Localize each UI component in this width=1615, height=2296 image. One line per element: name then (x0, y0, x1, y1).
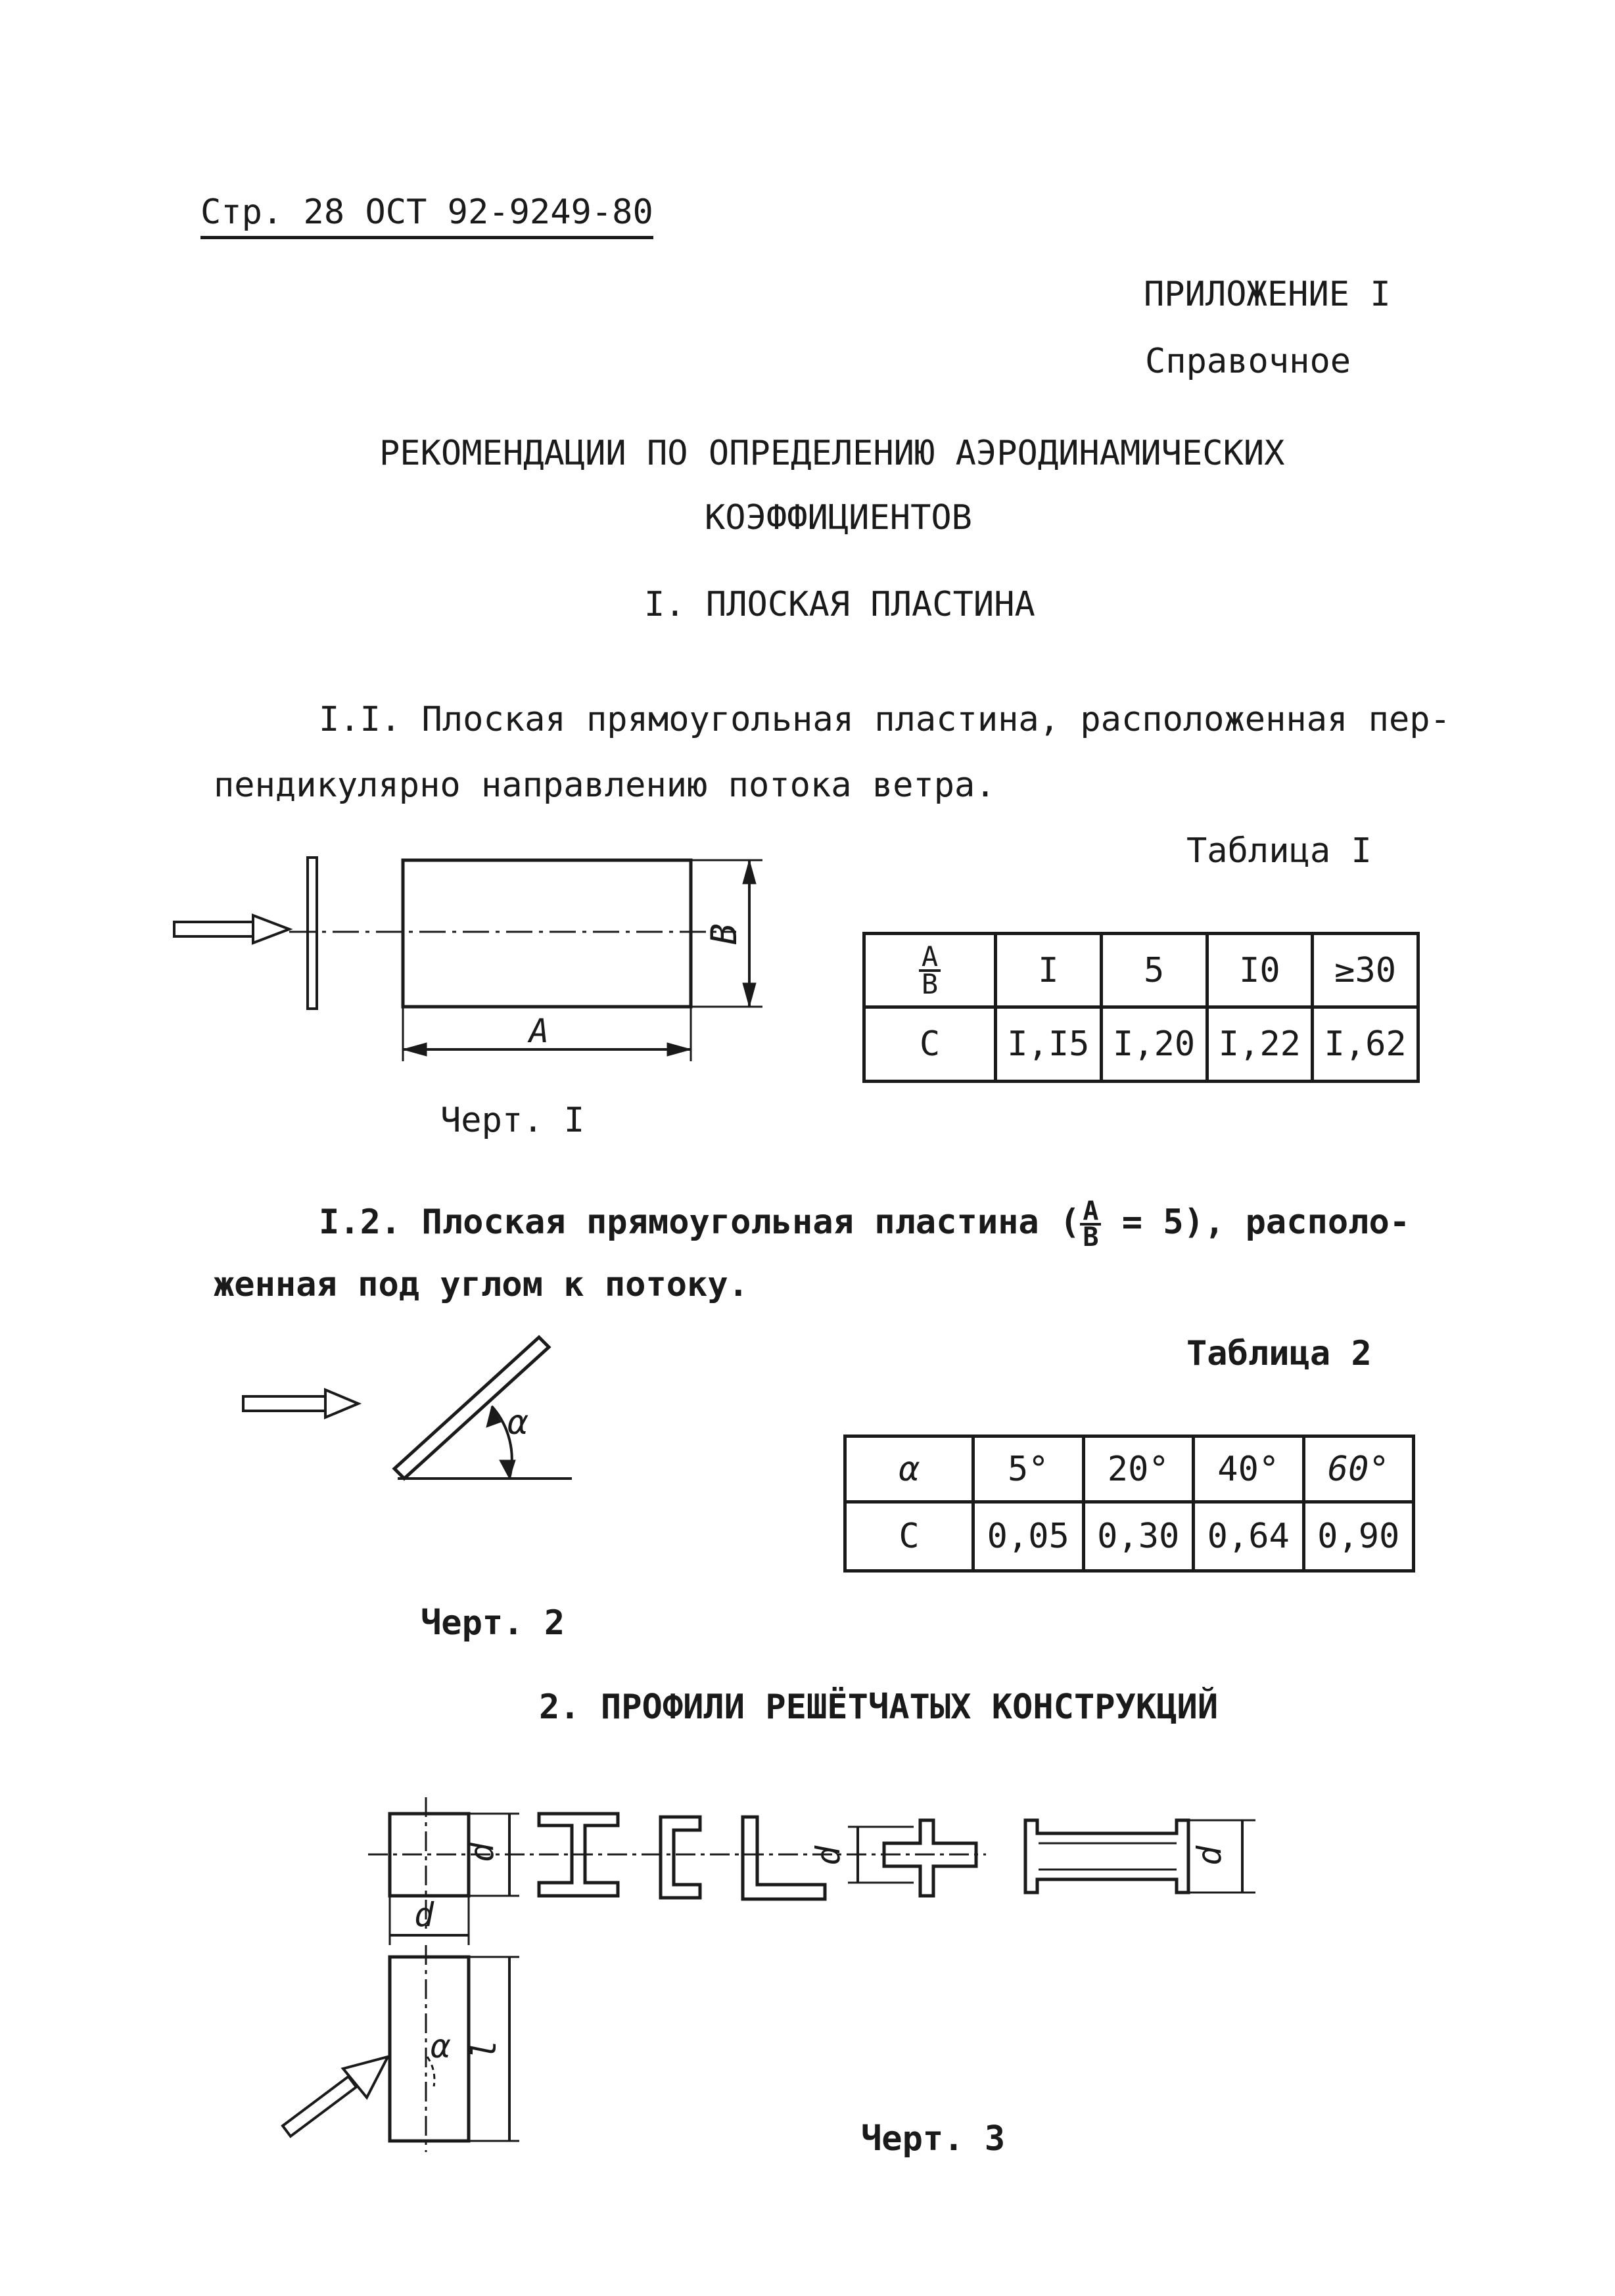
paragraph-1-1-line2: пендикулярно направлению потока ветра. (214, 766, 996, 805)
fig3-caption: Черт. 3 (861, 2119, 1006, 2159)
table2-cell: 0,30 (1083, 1502, 1194, 1571)
table2-cell: 0,64 (1194, 1502, 1304, 1571)
inclined-flow-arrow-icon (283, 2057, 388, 2136)
section2-heading: 2. ПРОФИЛИ РЕШЁТЧАТЫХ КОНСТРУКЦИЙ (539, 1688, 1219, 1727)
table1-header-cell: 5 (1101, 934, 1207, 1007)
table1-caption: Таблица I (1186, 831, 1372, 871)
document-title-line2: КОЭФФИЦИЕНТОВ (705, 498, 972, 538)
table1-cell: I,62 (1313, 1007, 1418, 1082)
table2-cell: 0,90 (1303, 1502, 1414, 1571)
fig3-label-d-1: d (463, 1842, 502, 1863)
table2-header-cell: 60° (1303, 1436, 1414, 1502)
fig2-angle-label: α (507, 1403, 528, 1442)
section1-heading: I. ПЛОСКАЯ ПЛАСТИНА (644, 585, 1035, 624)
table2-header-cell: 40° (1194, 1436, 1304, 1502)
plate-side-view (308, 858, 317, 1009)
p12-text-b: = 5), располо- (1101, 1203, 1411, 1242)
figure-3-drawing (283, 1797, 1255, 2152)
table2-cell: 0,05 (973, 1502, 1084, 1571)
fig3-label-d-4: d (1190, 1845, 1229, 1866)
table1-header-cell: I (996, 934, 1102, 1007)
table2-caption: Таблица 2 (1186, 1334, 1372, 1373)
fig1-caption: Черт. I (440, 1101, 585, 1140)
fig1-dimension-a: A (529, 1012, 550, 1050)
document-title-line1: РЕКОМЕНДАЦИИ ПО ОПРЕДЕЛЕНИЮ АЭРОДИНАМИЧЕСКИХ (379, 434, 1285, 473)
wind-arrow-icon (174, 915, 289, 943)
p12-text-a: I.2. Плоская прямоугольная пластина ( (319, 1203, 1081, 1242)
appendix-label: ПРИЛОЖЕНИЕ I (1144, 275, 1391, 314)
fig3-label-l: l (465, 2039, 504, 2060)
p12-ratio: $\frac{A}{B}$ (1080, 1199, 1101, 1249)
table2-row-label: C (845, 1502, 973, 1571)
fig3-label-d-3: d (809, 1845, 848, 1866)
table2-header-cell: 20° (1083, 1436, 1194, 1502)
table1-header-ratio: $\frac{A}{B}$ (864, 934, 996, 1007)
table-2 (843, 1435, 1415, 1573)
table2-header-cell: 5° (973, 1436, 1084, 1502)
table1-cell: I,20 (1101, 1007, 1207, 1082)
table1-cell: I,22 (1207, 1007, 1313, 1082)
appendix-type: Справочное (1145, 342, 1351, 381)
page-reference: Стр. 28 ОСТ 92-9249-80 (200, 193, 653, 239)
table-1 (862, 932, 1420, 1083)
paragraph-1-2-line2: женная под углом к потоку. (214, 1265, 749, 1304)
fig3-label-d-2: d (414, 1896, 434, 1934)
fig3-label-alpha: α (431, 2027, 451, 2065)
table1-row-label: C (864, 1007, 996, 1082)
table1-cell: I,I5 (996, 1007, 1102, 1082)
paragraph-1-1-line1: I.I. Плоская прямоугольная пластина, расположенная пер- (319, 700, 1451, 739)
fig1-dimension-b: B (703, 923, 745, 945)
table1-header-cell: ≥30 (1313, 934, 1418, 1007)
table2-header-angle: α (845, 1436, 973, 1502)
paragraph-1-2-line1 (319, 1196, 1411, 1252)
fig2-caption: Черт. 2 (421, 1603, 565, 1643)
plate-front-view (403, 860, 691, 1007)
flow-arrow-icon (243, 1390, 358, 1417)
table1-header-cell: I0 (1207, 934, 1313, 1007)
